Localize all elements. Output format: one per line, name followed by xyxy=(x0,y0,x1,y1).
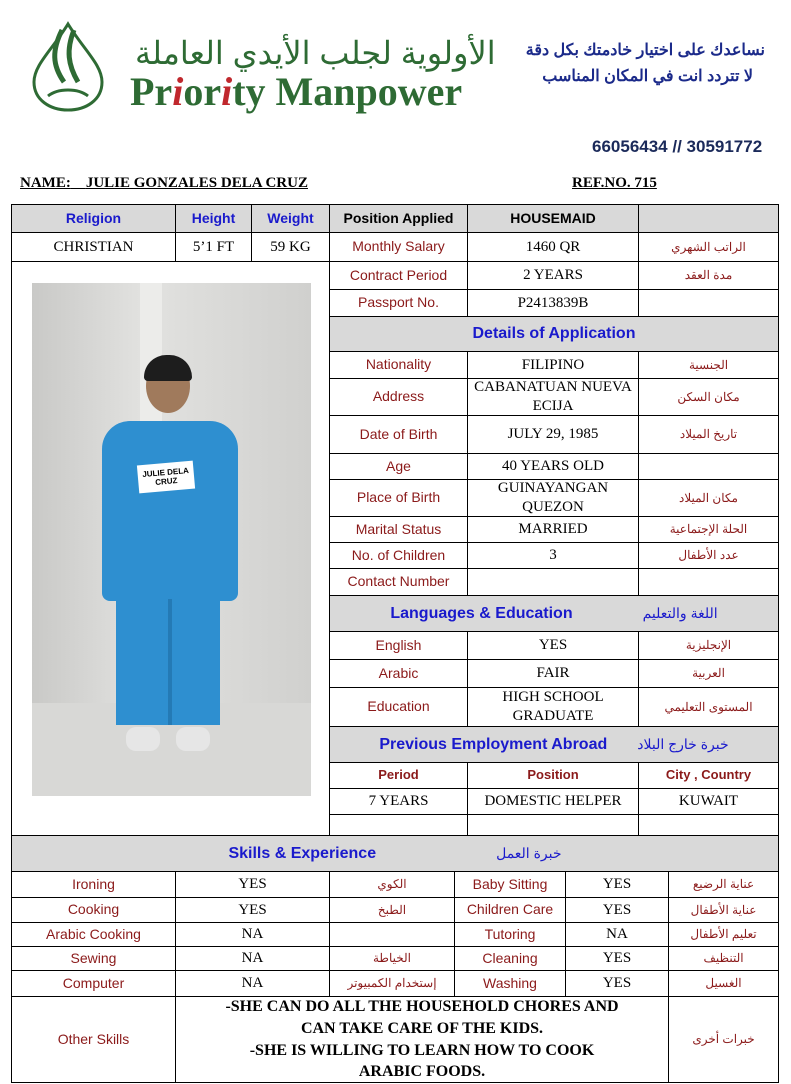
employment-cell: KUWAIT xyxy=(638,788,779,815)
detail-arabic-label: الراتب الشهري xyxy=(638,232,779,262)
other-skills-label: Other Skills xyxy=(11,996,176,1083)
detail-label: Contract Period xyxy=(329,261,468,290)
skill-cell: Baby Sitting xyxy=(454,871,566,898)
section-skills-header xyxy=(11,835,779,872)
religion-header: Religion xyxy=(11,204,176,233)
skill-cell: NA xyxy=(175,946,330,971)
phone-numbers: 66056434 // 30591772 xyxy=(592,137,763,156)
other-skills-line: -SHE IS WILLING TO LEARN HOW TO COOK xyxy=(249,1041,595,1059)
detail-value: P2413839B xyxy=(467,289,639,317)
section-title: Skills & Experience xyxy=(228,844,377,862)
skill-cell: الخياطة xyxy=(329,946,455,971)
skill-cell: Children Care xyxy=(454,897,566,923)
detail-value: 40 YEARS OLD xyxy=(467,453,639,480)
skill-cell: NA xyxy=(175,922,330,947)
detail-value xyxy=(467,568,639,596)
detail-arabic-label: الحلة الإجتماعية xyxy=(638,516,779,543)
detail-label: Monthly Salary xyxy=(329,232,468,262)
section-languages-header xyxy=(329,595,779,632)
detail-label: No. of Children xyxy=(329,542,468,569)
religion-value: CHRISTIAN xyxy=(11,232,176,262)
skill-cell: Sewing xyxy=(11,946,176,971)
detail-value: MARRIED xyxy=(467,516,639,543)
photo-cell xyxy=(11,261,330,836)
section-title-arabic: خبرة خارج البلاد xyxy=(637,735,729,752)
detail-label: Date of Birth xyxy=(329,415,468,454)
language-label: Arabic xyxy=(329,659,468,688)
company-name: Priority Manpower xyxy=(130,69,463,114)
name-badge: JULIE DELA CRUZ xyxy=(137,461,195,494)
other-skills-text xyxy=(175,996,669,1083)
skill-cell: NA xyxy=(175,970,330,997)
detail-label: Nationality xyxy=(329,351,468,379)
detail-arabic-label: مدة العقد xyxy=(638,261,779,290)
employment-empty-cell xyxy=(638,814,779,836)
section-title: Previous Employment Abroad xyxy=(379,735,608,753)
language-arabic-label: الإنجليزية xyxy=(638,631,779,660)
skill-cell: الطبخ xyxy=(329,897,455,923)
language-value: HIGH SCHOOL GRADUATE xyxy=(467,687,639,727)
skill-cell: Tutoring xyxy=(454,922,566,947)
detail-arabic-label: عدد الأطفال xyxy=(638,542,779,569)
language-value: FAIR xyxy=(467,659,639,688)
position-value: HOUSEMAID xyxy=(467,204,639,233)
skill-cell: Cooking xyxy=(11,897,176,923)
language-arabic-label: المستوى التعليمي xyxy=(638,687,779,727)
section-employment-header xyxy=(329,726,779,763)
section-title: Languages & Education xyxy=(390,604,573,622)
detail-arabic-label: مكان الميلاد xyxy=(638,479,779,517)
detail-arabic-label xyxy=(638,568,779,596)
weight-header: Weight xyxy=(251,204,330,233)
detail-label: Place of Birth xyxy=(329,479,468,517)
detail-label: Passport No. xyxy=(329,289,468,317)
detail-label: Contact Number xyxy=(329,568,468,596)
height-value: 5’1 FT xyxy=(175,232,252,262)
skill-cell: Computer xyxy=(11,970,176,997)
detail-arabic-label xyxy=(638,289,779,317)
skill-cell: YES xyxy=(175,871,330,898)
skill-cell: YES xyxy=(565,946,669,971)
detail-label: Marital Status xyxy=(329,516,468,543)
position-arabic xyxy=(638,204,779,233)
detail-value: 2 YEARS xyxy=(467,261,639,290)
detail-arabic-label: مكان السكن xyxy=(638,378,779,416)
height-header: Height xyxy=(175,204,252,233)
section-title-arabic: اللغة والتعليم xyxy=(642,604,718,621)
skill-cell: عناية الأطفال xyxy=(668,897,779,923)
other-skills-line: ARABIC FOODS. xyxy=(358,1063,486,1081)
skill-cell: YES xyxy=(565,970,669,997)
employment-empty-cell xyxy=(467,814,639,836)
detail-value: FILIPINO xyxy=(467,351,639,379)
detail-arabic-label: تاريخ الميلاد xyxy=(638,415,779,454)
detail-value: JULY 29, 1985 xyxy=(467,415,639,454)
skill-cell: الغسيل xyxy=(668,970,779,997)
language-arabic-label: العربية xyxy=(638,659,779,688)
detail-value: 1460 QR xyxy=(467,232,639,262)
other-skills-line: -SHE CAN DO ALL THE HOUSEHOLD CHORES AND xyxy=(225,998,619,1016)
skill-cell xyxy=(329,922,455,947)
applicant-name: NAME: JULIE GONZALES DELA CRUZ xyxy=(20,175,308,191)
position-label: Position Applied xyxy=(329,204,468,233)
skill-cell: Ironing xyxy=(11,871,176,898)
section-details-header: Details of Application xyxy=(329,316,779,352)
employment-cell: 7 YEARS xyxy=(329,788,468,815)
skill-cell: تعليم الأطفال xyxy=(668,922,779,947)
detail-arabic-label xyxy=(638,453,779,480)
section-title-arabic: خبرة العمل xyxy=(496,844,562,861)
skill-cell: YES xyxy=(175,897,330,923)
reference-number: REF.NO. 715 xyxy=(572,175,657,191)
skill-cell: NA xyxy=(565,922,669,947)
language-value: YES xyxy=(467,631,639,660)
employment-column-header: City , Country xyxy=(638,762,779,789)
skill-cell: Arabic Cooking xyxy=(11,922,176,947)
tagline-1: نساعدك على اختيار خادمتك بكل دقة xyxy=(525,42,765,59)
language-label: Education xyxy=(329,687,468,727)
skill-cell: التنظيف xyxy=(668,946,779,971)
company-name-arabic: الأولوية لجلب الأيدي العاملة xyxy=(135,35,496,71)
detail-label: Address xyxy=(329,378,468,416)
skill-cell: Cleaning xyxy=(454,946,566,971)
other-skills-arabic-label: خبرات أخرى xyxy=(668,996,779,1083)
detail-value: 3 xyxy=(467,542,639,569)
detail-value: GUINAYANGAN QUEZON xyxy=(467,479,639,517)
skill-cell: الكوي xyxy=(329,871,455,898)
detail-label: Age xyxy=(329,453,468,480)
skill-cell: إستخدام الكمبيوتر xyxy=(329,970,455,997)
detail-value: CABANATUAN NUEVA ECIJA xyxy=(467,378,639,416)
employment-column-header: Position xyxy=(467,762,639,789)
employment-column-header: Period xyxy=(329,762,468,789)
skill-cell: YES xyxy=(565,897,669,923)
language-label: English xyxy=(329,631,468,660)
skill-cell: YES xyxy=(565,871,669,898)
employment-empty-cell xyxy=(329,814,468,836)
detail-arabic-label: الجنسية xyxy=(638,351,779,379)
employment-cell: DOMESTIC HELPER xyxy=(467,788,639,815)
skill-cell: Washing xyxy=(454,970,566,997)
other-skills-line: CAN TAKE CARE OF THE KIDS. xyxy=(300,1019,544,1037)
tagline-2: لا تتردد انت في المكان المناسب xyxy=(542,68,753,85)
logo-emblem-icon xyxy=(22,20,114,112)
skill-cell: عناية الرضيع xyxy=(668,871,779,898)
weight-value: 59 KG xyxy=(251,232,330,262)
